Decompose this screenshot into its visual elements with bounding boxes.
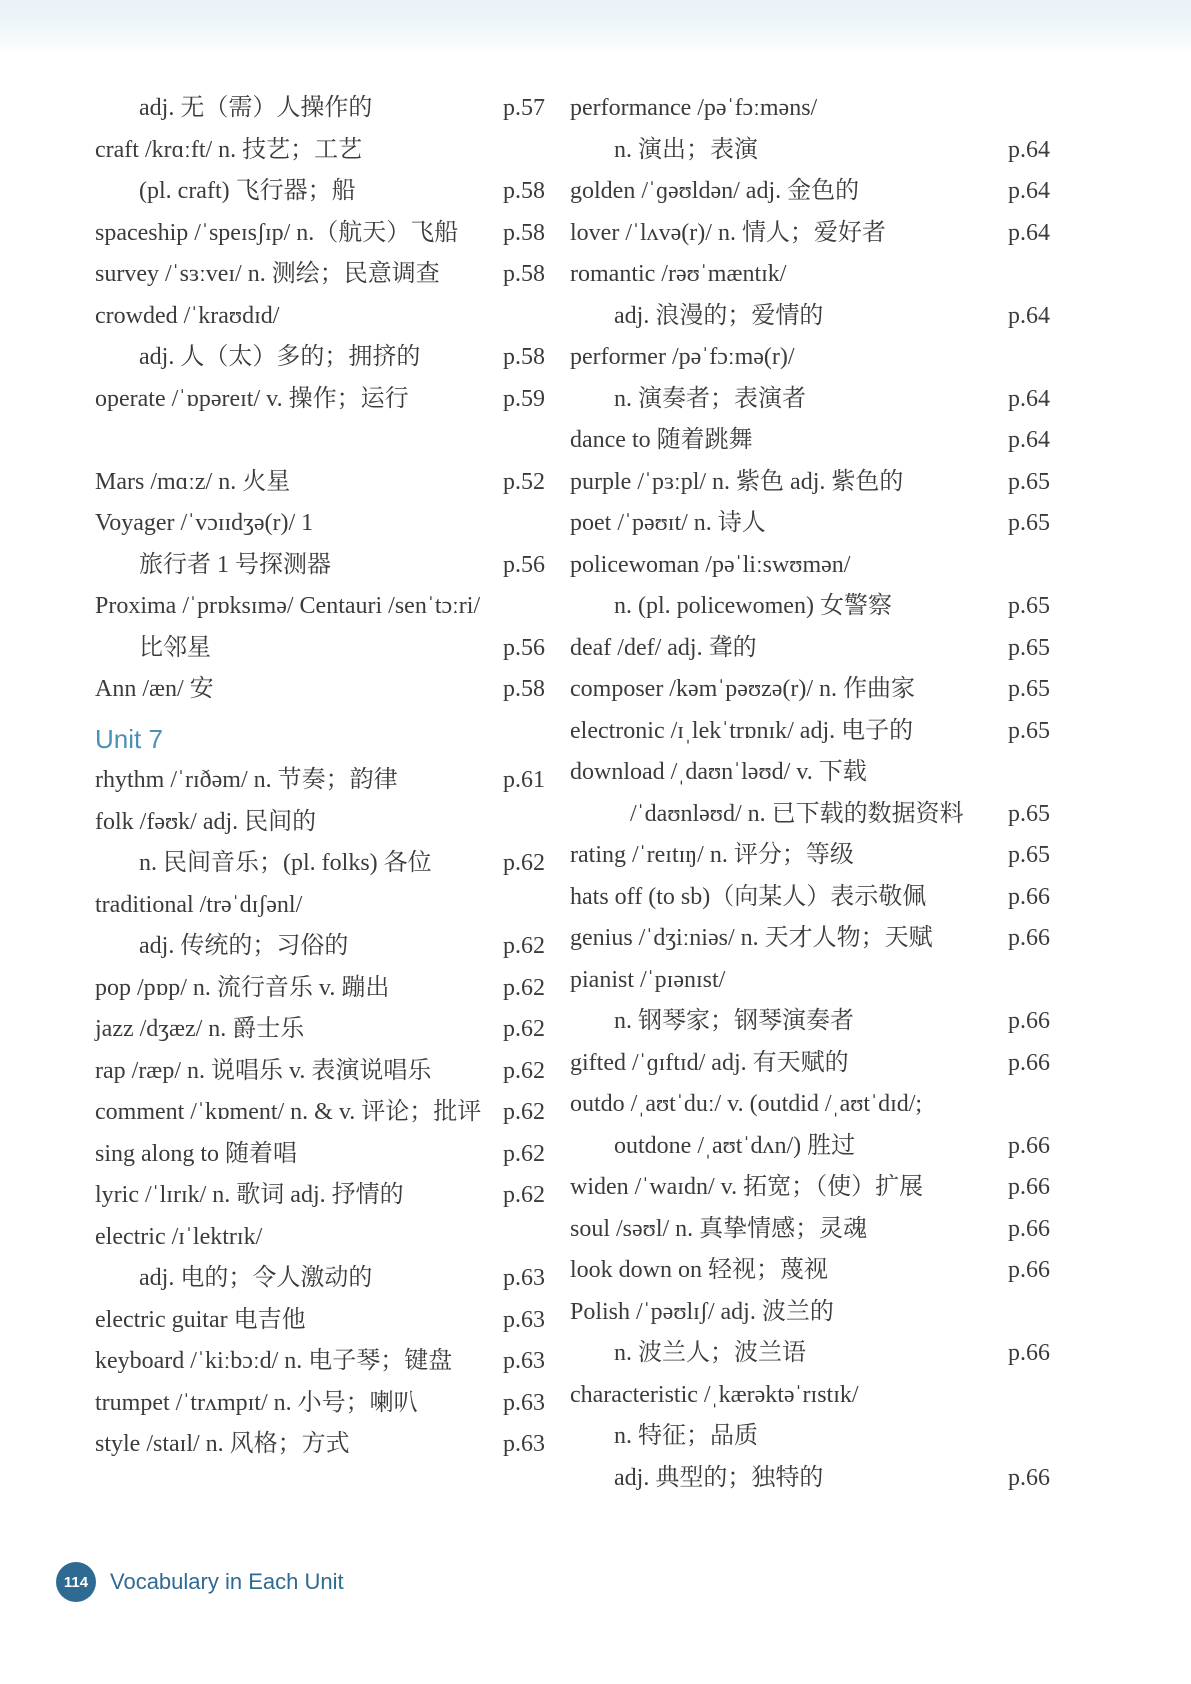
page-reference: p.64 [1008,219,1050,246]
page-reference: p.63 [503,1389,545,1416]
vocab-text: 比邻星 [139,634,211,661]
vocab-entry [570,1043,1050,1085]
page-reference: p.58 [503,676,545,702]
vocab-entry [570,379,1050,421]
page-reference: p.63 [503,1306,545,1333]
vocab-text: soul /səʊl/ n. 真挚情感；灵魂 [570,1215,868,1242]
page-reference: p.64 [1008,136,1050,163]
vocab-text: electric guitar 电吉他 [95,1306,306,1333]
vocab-text: download /ˌdaʊnˈləʊd/ v. 下载 [570,759,867,785]
vocab-entry [570,711,1050,753]
vocab-text: n. 民间音乐；(pl. folks) 各位 [139,850,432,876]
page-reference: p.62 [503,1057,545,1084]
vocab-entry [95,1341,545,1383]
vocab-entry [570,503,1050,545]
vocab-entry [570,1209,1050,1251]
page-reference: p.66 [1008,1340,1050,1366]
page-reference: p.56 [503,634,545,661]
page-reference: p.65 [1008,593,1050,619]
vocab-entry [95,1383,545,1425]
vocab-entry [570,628,1050,670]
vocab-text: gifted /ˈɡɪftɪd/ adj. 有天赋的 [570,1049,849,1076]
vocab-entry [570,296,1050,338]
page-reference: p.66 [1008,1132,1050,1159]
page-reference: p.59 [503,385,545,412]
vocab-entry [570,462,1050,504]
vocab-text: composer /kəmˈpəʊzə(r)/ n. 作曲家 [570,676,916,702]
vocab-text: craft /krɑːft/ n. 技艺；工艺 [95,136,363,163]
vocab-entry [95,296,545,338]
vocab-entry [570,213,1050,255]
vocab-entry [95,968,545,1010]
vocab-text: style /staɪl/ n. 风格；方式 [95,1431,350,1457]
vocab-entry [570,918,1050,960]
vocab-text: Voyager /ˈvɔɪɪdʒə(r)/ 1 [95,510,314,536]
page-reference: p.66 [1008,925,1050,951]
page-reference: p.58 [503,178,545,204]
vocab-entry [570,420,1050,462]
vocab-entry [95,213,545,255]
unit-heading: Unit 7 [95,723,163,754]
vocab-entry [95,1217,545,1259]
page-reference: p.65 [1008,800,1050,827]
page-reference: p.65 [1008,676,1050,702]
vocab-entry [95,379,545,421]
vocab-text: policewoman /pəˈliːswʊmən/ [570,551,851,578]
page-reference: p.63 [503,1265,545,1291]
vocab-text: electric /ɪˈlektrɪk/ [95,1223,263,1250]
vocab-text: spaceship /ˈspeɪsʃɪp/ n.（航天）飞船 [95,219,459,246]
vocab-entry [95,1092,545,1134]
vocab-entry [570,1250,1050,1292]
vocab-text: widen /ˈwaɪdn/ v. 拓宽；（使）扩展 [570,1174,924,1200]
vocab-entry [570,1375,1050,1417]
vocab-entry [570,1084,1050,1126]
vocab-entry [570,877,1050,919]
page-reference: p.65 [1008,717,1050,744]
vocab-entry [570,254,1050,296]
vocab-text: romantic /rəʊˈmæntɪk/ [570,261,787,287]
vocab-text: keyboard /ˈkiːbɔːd/ n. 电子琴；键盘 [95,1348,453,1374]
vocab-text: Mars /mɑːz/ n. 火星 [95,468,291,495]
page-reference: p.62 [503,850,545,876]
page-reference: p.65 [1008,842,1050,868]
page-reference: p.65 [1008,468,1050,495]
vocab-text: Polish /ˈpəʊlɪʃ/ adj. 波兰的 [570,1298,834,1325]
vocab-text: n. 演出；表演 [614,136,758,163]
top-decorative-band [0,0,1191,56]
vocab-entry [95,545,545,587]
vocab-entry [95,843,545,885]
vocab-entry [95,628,545,670]
page-footer [56,1562,344,1602]
page-reference: p.62 [503,1099,545,1125]
right-column [570,88,1050,1499]
vocab-entry [570,337,1050,379]
vocab-entry [95,802,545,844]
page-reference: p.57 [503,95,545,121]
page-reference: p.65 [1008,510,1050,536]
vocab-entry [570,835,1050,877]
vocab-entry [570,130,1050,172]
vocab-text: rating /ˈreɪtɪŋ/ n. 评分；等级 [570,842,854,868]
vocab-entry [570,88,1050,130]
vocab-entry [95,1009,545,1051]
vocab-text: lover /ˈlʌvə(r)/ n. 情人；爱好者 [570,219,886,246]
vocab-text: adj. 电的；令人激动的 [139,1265,373,1291]
page-reference: p.66 [1008,1464,1050,1491]
footer-title: Vocabulary in Each Unit [110,1569,344,1594]
vocab-text: purple /ˈpɜːpl/ n. 紫色 adj. 紫色的 [570,468,904,495]
vocab-text: electronic /ɪˌlekˈtrɒnɪk/ adj. 电子的 [570,717,914,744]
vocab-text: jazz /dʒæz/ n. 爵士乐 [95,1016,305,1042]
vocab-entry [95,586,545,628]
page-number-badge: 114 [56,1562,96,1602]
vocab-text: crowded /ˈkraʊdɪd/ [95,302,280,329]
vocab-text: pianist /ˈpɪənɪst/ [570,966,726,993]
page-reference: p.66 [1008,1215,1050,1242]
vocab-entry [570,1126,1050,1168]
vocab-text: 旅行者 1 号探测器 [139,551,331,578]
vocab-text: look down on 轻视；蔑视 [570,1257,828,1283]
vocab-text: n. 演奏者；表演者 [614,385,806,412]
vocab-text: n. (pl. policewomen) 女警察 [614,593,892,619]
vocab-text: golden /ˈɡəʊldən/ adj. 金色的 [570,178,860,204]
page-reference: p.61 [503,767,545,793]
vocab-entry [570,586,1050,628]
vocab-text: adj. 典型的；独特的 [614,1464,824,1491]
page-reference: p.58 [503,219,545,246]
vocab-entry [570,960,1050,1002]
vocab-text: outdone /ˌaʊtˈdʌn/) 胜过 [614,1132,856,1159]
page-reference: p.64 [1008,302,1050,329]
vocab-entry [95,171,545,213]
page-reference: p.62 [503,1016,545,1042]
vocab-text: n. 波兰人；波兰语 [614,1340,806,1366]
vocab-entry [570,545,1050,587]
page-reference: p.62 [503,933,545,959]
vocab-text: deaf /def/ adj. 聋的 [570,634,757,661]
vocab-entry [570,752,1050,794]
vocab-entry [570,1458,1050,1500]
vocab-entry [570,1333,1050,1375]
left-column [95,88,545,1466]
vocab-text: trumpet /ˈtrʌmpɪt/ n. 小号；喇叭 [95,1389,418,1416]
page-reference: p.64 [1008,385,1050,412]
spacer [95,420,545,462]
vocab-entry [570,171,1050,213]
page-reference: p.64 [1008,427,1050,453]
vocab-entry [570,1292,1050,1334]
vocab-entry [95,669,545,711]
vocab-text: poet /ˈpəʊɪt/ n. 诗人 [570,510,766,536]
vocab-entry [95,1175,545,1217]
page-reference: p.62 [503,974,545,1001]
vocab-text: survey /ˈsɜːveɪ/ n. 测绘；民意调查 [95,261,440,287]
vocab-text: genius /ˈdʒiːniəs/ n. 天才人物；天赋 [570,925,933,951]
page-reference: p.66 [1008,1174,1050,1200]
page-reference: p.56 [503,551,545,578]
vocab-text: (pl. craft) 飞行器；船 [139,178,356,204]
vocab-entry [570,794,1050,836]
vocab-text: performer /pəˈfɔːmə(r)/ [570,344,795,370]
vocab-text: sing along to 随着唱 [95,1140,297,1167]
vocab-entry [95,1424,545,1466]
page-reference: p.64 [1008,178,1050,204]
page-reference: p.63 [503,1431,545,1457]
vocab-entry [95,926,545,968]
vocab-entry [95,1300,545,1342]
vocab-entry [95,254,545,296]
vocab-text: n. 特征；品质 [614,1423,758,1449]
vocab-text: performance /pəˈfɔːməns/ [570,95,818,121]
vocab-entry [95,1051,545,1093]
vocab-entry [95,337,545,379]
page-reference: p.62 [503,1140,545,1167]
page-reference: p.58 [503,344,545,370]
vocab-entry [570,1001,1050,1043]
vocab-entry [570,669,1050,711]
vocab-entry [95,760,545,802]
vocab-text: adj. 人（太）多的；拥挤的 [139,344,421,370]
vocab-text: comment /ˈkɒment/ n. & v. 评论；批评 [95,1099,482,1125]
vocab-entry [570,1167,1050,1209]
vocab-text: adj. 传统的；习俗的 [139,933,349,959]
vocab-text: characteristic /ˌkærəktəˈrɪstɪk/ [570,1381,859,1408]
page-reference: p.62 [503,1182,545,1208]
vocab-entry [95,885,545,927]
page-reference: p.66 [1008,1257,1050,1283]
page-reference: p.66 [1008,1008,1050,1034]
vocab-text: n. 钢琴家；钢琴演奏者 [614,1008,854,1034]
vocab-entry [570,1416,1050,1458]
vocab-entry [95,130,545,172]
vocab-entry [95,1258,545,1300]
vocab-text: rap /ræp/ n. 说唱乐 v. 表演说唱乐 [95,1057,432,1084]
vocab-text: dance to 随着跳舞 [570,427,753,453]
page-reference: p.66 [1008,1049,1050,1076]
page-reference: p.65 [1008,634,1050,661]
vocab-entry [95,503,545,545]
vocab-text: outdo /ˌaʊtˈduː/ v. (outdid /ˌaʊtˈdɪd/; [570,1091,923,1117]
vocab-entry [95,462,545,504]
vocab-text: rhythm /ˈrɪðəm/ n. 节奏；韵律 [95,767,398,793]
vocab-entry [95,1134,545,1176]
vocab-text: pop /pɒp/ n. 流行音乐 v. 蹦出 [95,974,390,1001]
vocab-text: operate /ˈɒpəreɪt/ v. 操作；运行 [95,385,409,412]
vocab-text: lyric /ˈlɪrɪk/ n. 歌词 adj. 抒情的 [95,1182,404,1208]
page-reference: p.52 [503,468,545,495]
vocab-text: adj. 无（需）人操作的 [139,95,373,121]
page-reference: p.63 [503,1348,545,1374]
vocab-text: folk /fəʊk/ adj. 民间的 [95,808,317,835]
vocab-entry [95,88,545,130]
vocab-text: adj. 浪漫的；爱情的 [614,302,824,329]
vocab-text: hats off (to sb)（向某人）表示敬佩 [570,883,927,910]
vocab-text: Ann /æn/ 安 [95,676,214,702]
vocab-text: /ˈdaʊnləʊd/ n. 已下载的数据资料 [630,800,964,827]
page-reference: p.66 [1008,883,1050,910]
page-reference: p.58 [503,261,545,287]
vocab-text: Proxima /ˈprɒksɪmə/ Centauri /senˈtɔːri/ [95,593,481,619]
vocab-text: traditional /trəˈdɪʃənl/ [95,891,303,918]
